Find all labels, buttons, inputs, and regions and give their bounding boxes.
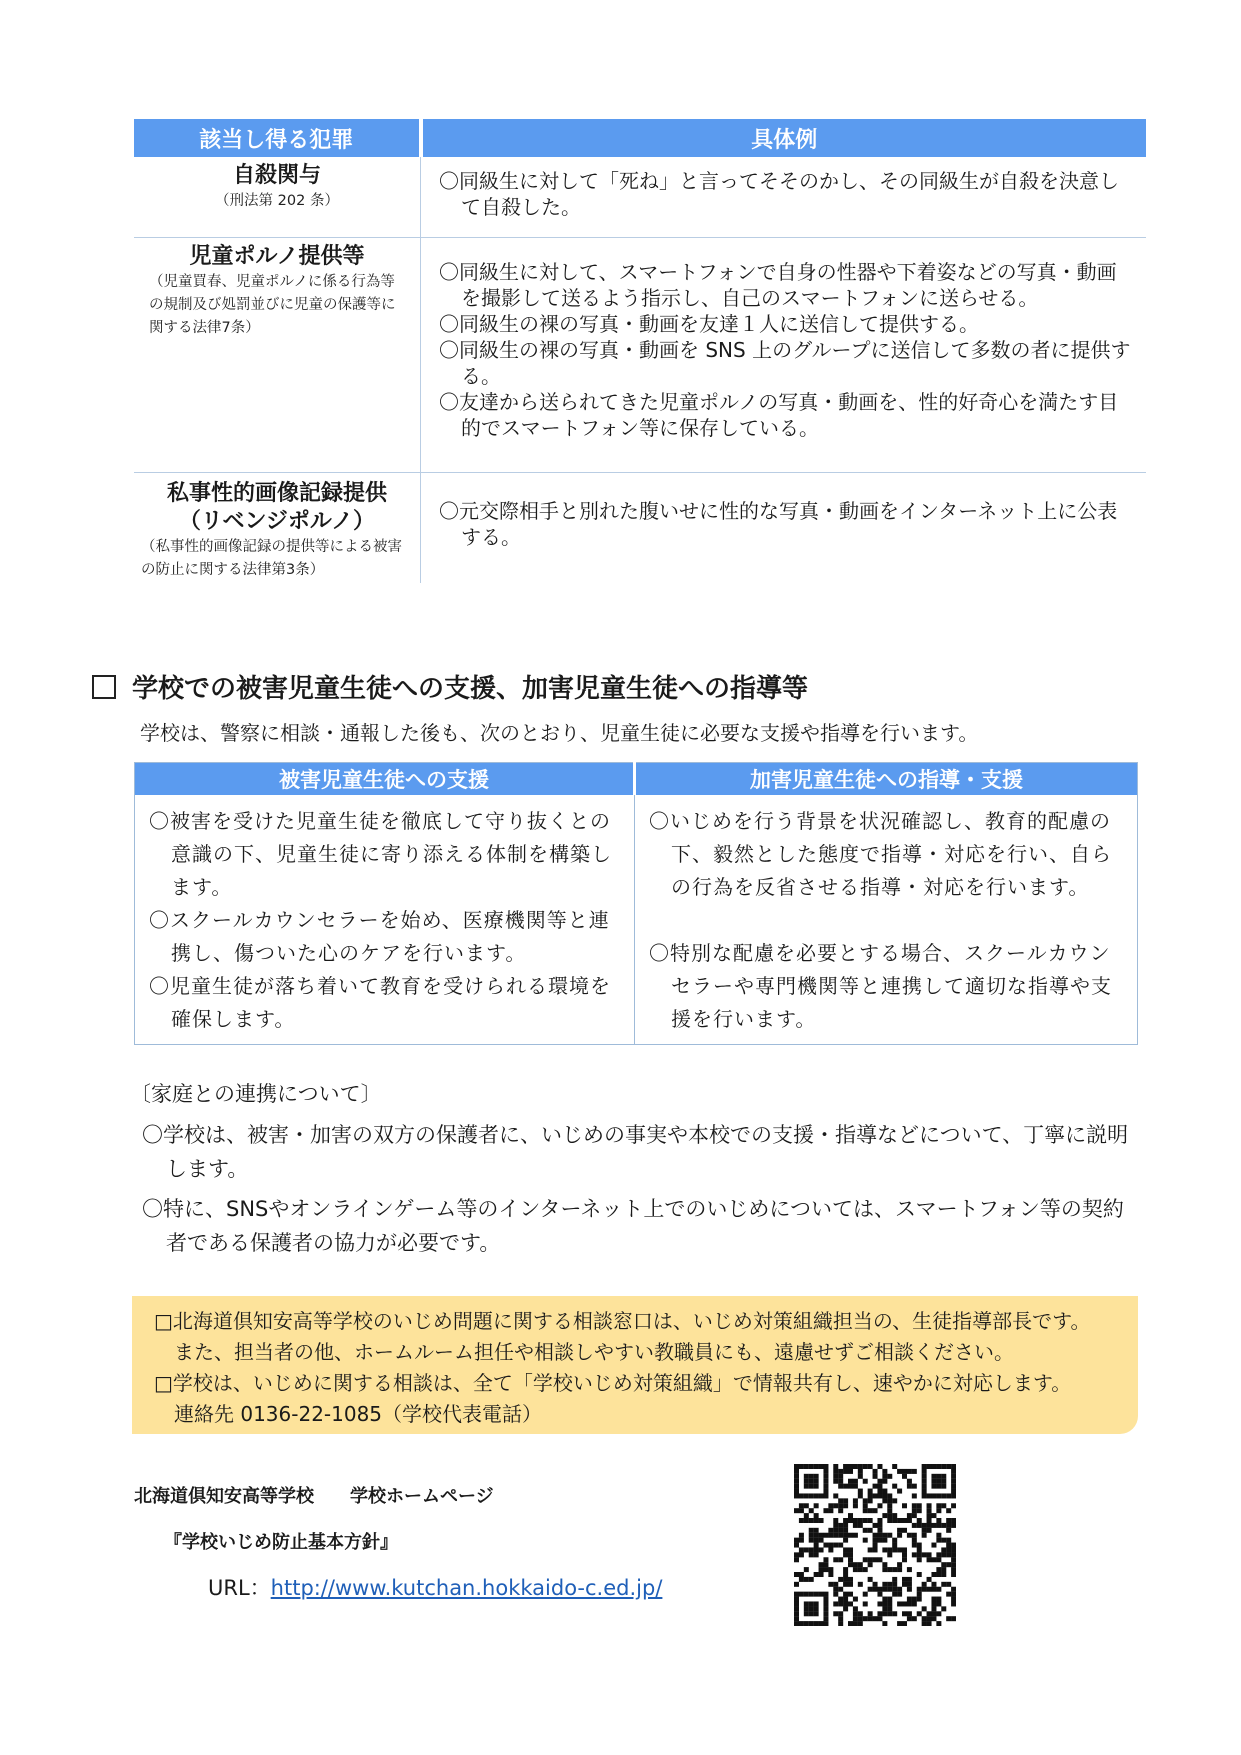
victim-support-cell	[135, 795, 635, 1045]
qr-code-icon	[794, 1464, 956, 1626]
homepage-link[interactable]: http://www.kutchan.hokkaido-c.ed.jp/	[270, 1576, 663, 1600]
list-item: 〇スクールカウンセラーを始め、医療機関等と連携し、傷ついた心のケアを行います。	[149, 908, 610, 965]
example-item: 〇同級生の裸の写真・動画を友達１人に送信して提供する。	[439, 312, 979, 336]
section-intro: 学校は、警察に相談・通報した後も、次のとおり、児童生徒に必要な支援や指導を行います。	[140, 721, 979, 745]
examples-cell	[421, 473, 1147, 584]
example-item: 〇同級生に対して、スマートフォンで自身の性器や下着姿などの写真・動画を撮影して送るよう指示し、自己のスマートフォンに送らせる。	[439, 260, 1117, 310]
crime-table	[134, 119, 1146, 583]
crime-name: 児童ポルノ提供等	[189, 244, 365, 269]
col-header-offender: 加害児童生徒への指導・支援	[635, 763, 1138, 796]
contact-line: □北海道倶知安高等学校のいじめ問題に関する相談窓口は、いじめ対策組織担当の、生徒指導部長です。	[154, 1309, 1091, 1333]
crime-reference: （児童買春、児童ポルノに係る行為等の規制及び処罰並びに児童の保護等に関する法律7条）	[149, 274, 396, 336]
footer-policy: 『学校いじめ防止基本方針』	[164, 1532, 398, 1553]
crime-name: 自殺関与	[232, 163, 321, 188]
contact-phone: 連絡先 0136-22-1085（学校代表電話）	[174, 1402, 543, 1426]
footer-url-row	[208, 1572, 662, 1602]
table-row	[134, 473, 1146, 584]
example-item: 〇友達から送られてきた児童ポルノの写真・動画を、性的好奇心を満たす目的でスマートフォン等に保存している。	[439, 390, 1119, 440]
crime-reference: （刑法第 202 条）	[215, 193, 339, 209]
support-table	[134, 762, 1138, 1045]
family-heading: 〔家庭との連携について〕	[130, 1082, 382, 1106]
checkbox-square-icon	[92, 675, 116, 699]
crime-cell	[134, 238, 421, 473]
examples-cell	[421, 238, 1147, 473]
crime-cell	[134, 473, 421, 584]
crime-name: 私事性的画像記録提供	[166, 481, 387, 506]
example-item: 〇元交際相手と別れた腹いせに性的な写真・動画をインターネット上に公表する。	[439, 499, 1118, 549]
table-row	[134, 157, 1146, 238]
url-label: URL：	[208, 1576, 271, 1600]
section-title-text: 学校での被害児童生徒への支援、加害児童生徒への指導等	[132, 674, 809, 704]
col-header-victim: 被害児童生徒への支援	[135, 763, 635, 796]
list-item: 〇児童生徒が落ち着いて教育を受けられる環境を確保します。	[149, 974, 611, 1031]
list-item: 〇いじめを行う背景を状況確認し、教育的配慮の下、毅然とした態度で指導・対応を行い、自らの行為を反省させる指導・対応を行います。	[649, 809, 1112, 899]
contact-box	[132, 1296, 1138, 1434]
list-item: 〇被害を受けた児童生徒を徹底して守り抜くとの意識の下、児童生徒に寄り添える体制を構築します。	[149, 809, 612, 899]
crime-reference: （私事性的画像記録の提供等による被害の防止に関する法律第3条）	[141, 539, 402, 578]
examples-cell	[421, 157, 1147, 238]
list-item: 〇学校は、被害・加害の双方の保護者に、いじめの事実や本校での支援・指導などについて、丁寧に説明します。	[142, 1123, 1129, 1181]
crime-cell	[134, 157, 421, 238]
list-item: 〇特別な配慮を必要とする場合、スクールカウンセラーや専門機関等と連携して適切な指導や支援を行います。	[649, 941, 1112, 1031]
crime-name-sub: （リベンジポルノ）	[178, 509, 376, 534]
example-item: 〇同級生に対して「死ね」と言ってそそのかし、その同級生が自殺を決意して自殺した。	[439, 169, 1119, 219]
list-item: 〇特に、SNSやオンラインゲーム等のインターネット上でのいじめについては、スマートフォン等の契約者である保護者の協力が必要です。	[142, 1197, 1124, 1255]
section-title	[92, 668, 808, 705]
family-list	[142, 1118, 1138, 1260]
col-header-crime: 該当し得る犯罪	[134, 119, 421, 157]
contact-line: また、担当者の他、ホームルーム担任や相談しやすい教職員にも、遠慮せずご相談ください。	[174, 1340, 1014, 1364]
table-row	[134, 238, 1146, 473]
contact-line: □学校は、いじめに関する相談は、全て「学校いじめ対策組織」で情報共有し、速やかに対応します。	[154, 1371, 1072, 1395]
footer-school: 北海道倶知安高等学校 学校ホームページ	[134, 1486, 494, 1507]
col-header-examples: 具体例	[421, 119, 1147, 157]
offender-guidance-cell	[635, 795, 1138, 1045]
example-item: 〇同級生の裸の写真・動画を SNS 上のグループに送信して多数の者に提供する。	[439, 338, 1131, 388]
